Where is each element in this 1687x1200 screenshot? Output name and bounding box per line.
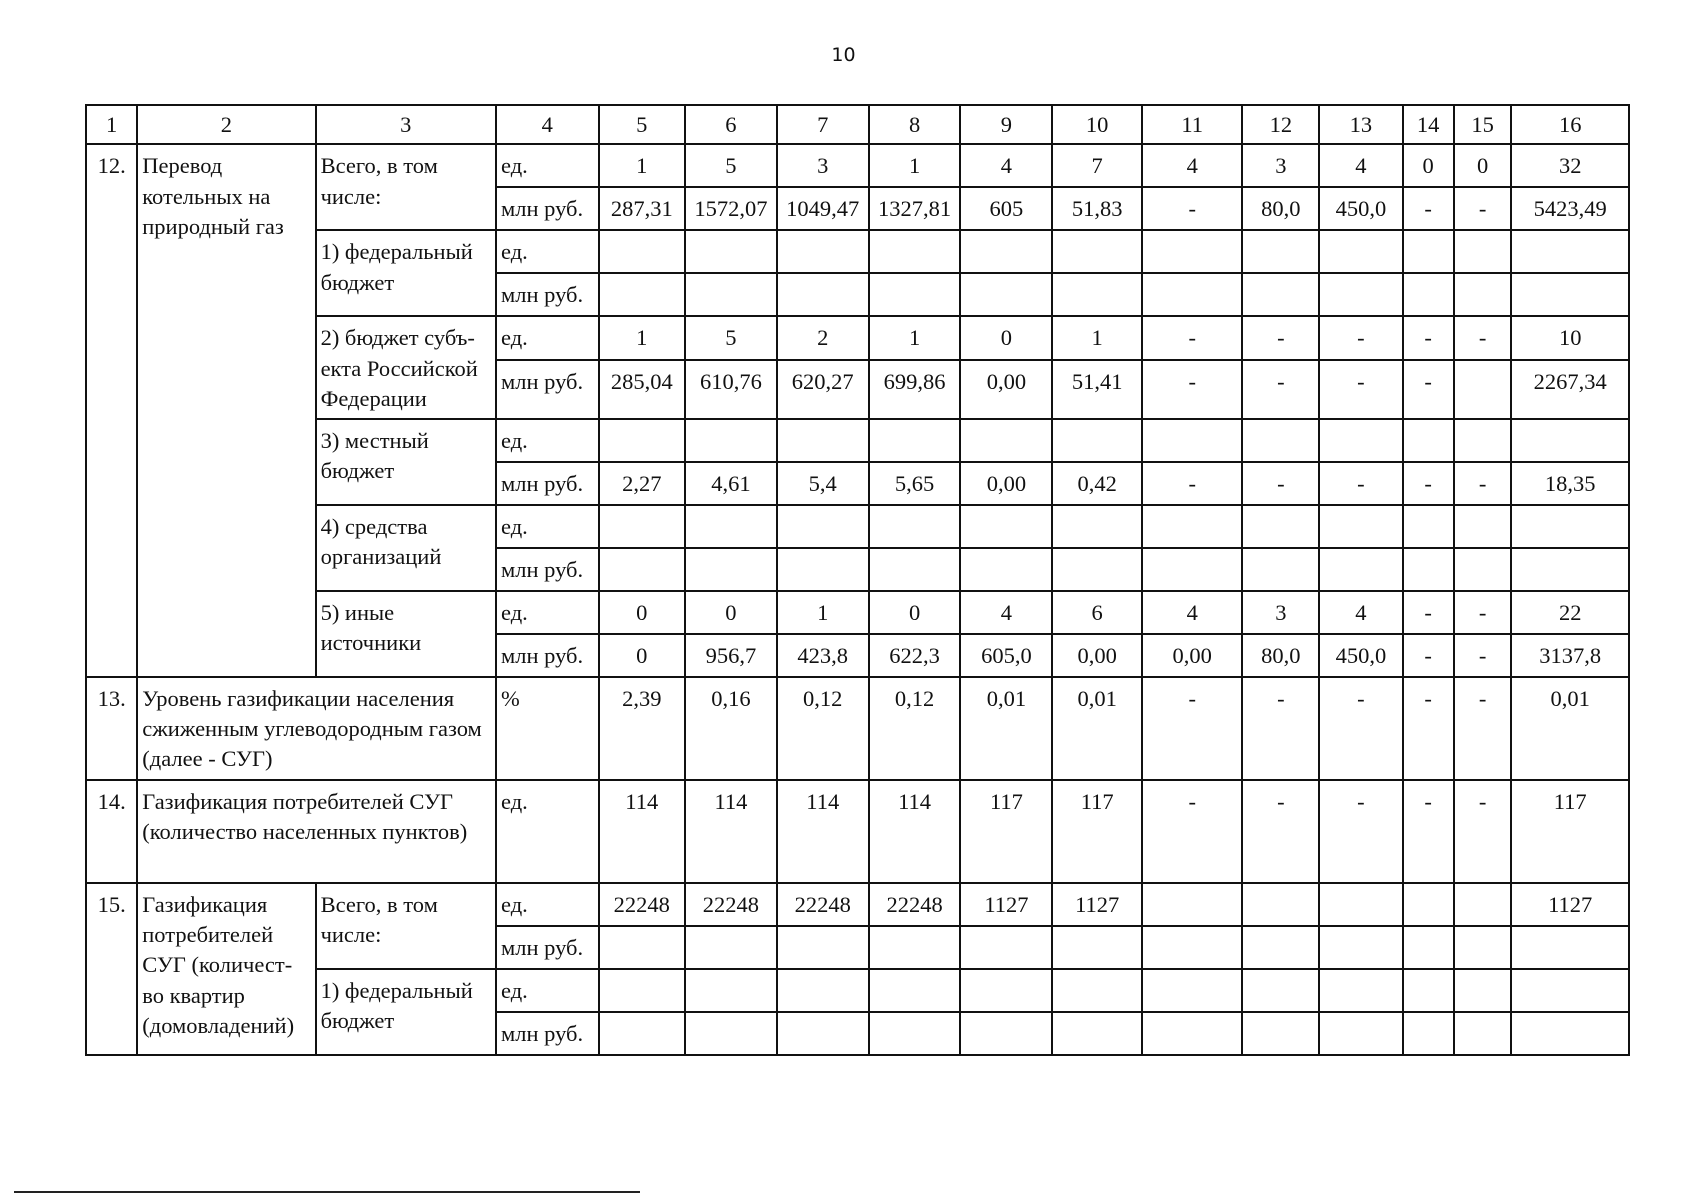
col-header: 10 [1052, 105, 1142, 144]
row-name: Газификация потребителей СУГ (количество населенных пунктов) [137, 780, 496, 883]
value-cell: - [1403, 360, 1454, 419]
col-header: 5 [599, 105, 685, 144]
value-cell: 0,00 [960, 360, 1052, 419]
unit-cell: ед. [496, 883, 599, 926]
table-row [86, 419, 1629, 462]
value-cell: - [1242, 360, 1319, 419]
value-cell: - [1403, 634, 1454, 677]
value-cell: 1327,81 [869, 187, 961, 230]
value-cell: 0,12 [869, 677, 961, 780]
value-cell: 114 [685, 780, 777, 883]
value-cell: 0,00 [1142, 634, 1242, 677]
value-cell: 51,41 [1052, 360, 1142, 419]
col-header: 15 [1454, 105, 1512, 144]
unit-cell: млн руб. [496, 187, 599, 230]
value-cell: 0 [869, 591, 961, 634]
value-cell: 622,3 [869, 634, 961, 677]
table-row [86, 316, 1629, 359]
value-cell: - [1454, 677, 1512, 780]
value-cell: 117 [960, 780, 1052, 883]
value-cell: 1 [777, 591, 869, 634]
value-cell: - [1403, 677, 1454, 780]
value-cell: 4 [1142, 591, 1242, 634]
unit-cell: ед. [496, 591, 599, 634]
value-cell: 0,00 [960, 462, 1052, 505]
col-header: 9 [960, 105, 1052, 144]
unit-cell: млн руб. [496, 1012, 599, 1055]
header-row [86, 105, 1629, 144]
value-cell [1242, 883, 1319, 926]
row-name: Газификация потребителей СУГ (количест-во квартир (домовладений) [137, 883, 315, 1055]
value-cell: 610,76 [685, 360, 777, 419]
value-cell: 7 [1052, 144, 1142, 187]
col-header: 6 [685, 105, 777, 144]
value-cell: 1049,47 [777, 187, 869, 230]
source-label: Всего, в том числе: [316, 883, 496, 969]
row-number: 14. [86, 780, 137, 883]
value-cell: - [1454, 187, 1512, 230]
value-cell: 22248 [869, 883, 961, 926]
value-cell: - [1142, 780, 1242, 883]
value-cell: 4 [960, 591, 1052, 634]
unit-cell: млн руб. [496, 548, 599, 591]
value-cell [1142, 883, 1242, 926]
value-cell: 0,00 [1052, 634, 1142, 677]
unit-cell: млн руб. [496, 273, 599, 316]
row-number: 13. [86, 677, 137, 780]
value-cell: - [1319, 677, 1402, 780]
col-header: 2 [137, 105, 315, 144]
value-cell: - [1142, 677, 1242, 780]
value-cell: - [1242, 677, 1319, 780]
value-cell: 0,12 [777, 677, 869, 780]
page-number: 10 [831, 44, 856, 66]
value-cell: 450,0 [1319, 187, 1402, 230]
value-cell: 51,83 [1052, 187, 1142, 230]
col-header: 8 [869, 105, 961, 144]
value-cell: 2,39 [599, 677, 685, 780]
value-cell: 0,16 [685, 677, 777, 780]
row-number: 15. [86, 883, 137, 1055]
value-cell: 3 [1242, 591, 1319, 634]
value-cell: 0 [599, 591, 685, 634]
value-cell: 4 [1319, 591, 1402, 634]
value-cell: 1127 [1511, 883, 1629, 926]
value-cell: 114 [869, 780, 961, 883]
value-cell: 0 [685, 591, 777, 634]
col-header: 3 [316, 105, 496, 144]
value-cell: 0 [599, 634, 685, 677]
col-header: 11 [1142, 105, 1242, 144]
table-row [86, 230, 1629, 273]
value-cell: 2,27 [599, 462, 685, 505]
value-cell: 0,01 [1511, 677, 1629, 780]
source-label: 1) федеральный бюджет [316, 230, 496, 316]
value-cell [1454, 360, 1512, 419]
value-cell: 450,0 [1319, 634, 1402, 677]
value-cell: - [1454, 780, 1512, 883]
value-cell: - [1403, 187, 1454, 230]
value-cell: 1127 [960, 883, 1052, 926]
value-cell: 0,01 [1052, 677, 1142, 780]
table-row [86, 591, 1629, 634]
value-cell: 3 [1242, 144, 1319, 187]
value-cell: 2 [777, 316, 869, 359]
unit-cell: ед. [496, 230, 599, 273]
col-header: 7 [777, 105, 869, 144]
value-cell: - [1142, 360, 1242, 419]
value-cell: 80,0 [1242, 634, 1319, 677]
value-cell: - [1454, 634, 1512, 677]
value-cell [1319, 883, 1402, 926]
value-cell: - [1242, 462, 1319, 505]
col-header: 4 [496, 105, 599, 144]
col-header: 12 [1242, 105, 1319, 144]
value-cell: 114 [777, 780, 869, 883]
value-cell: 4,61 [685, 462, 777, 505]
value-cell: 1 [599, 316, 685, 359]
value-cell: - [1242, 780, 1319, 883]
value-cell: 22248 [599, 883, 685, 926]
value-cell: - [1142, 316, 1242, 359]
value-cell [1403, 883, 1454, 926]
value-cell: 423,8 [777, 634, 869, 677]
value-cell: - [1403, 591, 1454, 634]
value-cell: - [1142, 187, 1242, 230]
value-cell: 117 [1052, 780, 1142, 883]
value-cell: 22248 [777, 883, 869, 926]
col-header: 14 [1403, 105, 1454, 144]
source-label: Всего, в том числе: [316, 144, 496, 230]
unit-cell: ед. [496, 419, 599, 462]
value-cell: 699,86 [869, 360, 961, 419]
unit-cell: ед. [496, 144, 599, 187]
value-cell: 4 [960, 144, 1052, 187]
table-row [86, 505, 1629, 548]
value-cell: 1 [869, 316, 961, 359]
table-row [86, 677, 1629, 780]
value-cell: 285,04 [599, 360, 685, 419]
value-cell [1454, 883, 1512, 926]
source-label: 4) средства организаций [316, 505, 496, 591]
value-cell: 1572,07 [685, 187, 777, 230]
value-cell: 1 [599, 144, 685, 187]
value-cell: 0 [960, 316, 1052, 359]
unit-cell: млн руб. [496, 634, 599, 677]
value-cell: 22248 [685, 883, 777, 926]
table-row [86, 969, 1629, 1012]
source-label: 3) местный бюджет [316, 419, 496, 505]
gasification-table [85, 104, 1630, 1056]
unit-cell: млн руб. [496, 462, 599, 505]
unit-cell: ед. [496, 316, 599, 359]
value-cell: 605 [960, 187, 1052, 230]
value-cell: 605,0 [960, 634, 1052, 677]
value-cell: - [1454, 462, 1512, 505]
source-label: 1) федеральный бюджет [316, 969, 496, 1055]
value-cell: 0,01 [960, 677, 1052, 780]
value-cell: 287,31 [599, 187, 685, 230]
value-cell: 620,27 [777, 360, 869, 419]
unit-cell: ед. [496, 780, 599, 883]
value-cell: 80,0 [1242, 187, 1319, 230]
table-row [86, 780, 1629, 883]
unit-cell: млн руб. [496, 360, 599, 419]
value-cell: 5 [685, 316, 777, 359]
value-cell: 5,4 [777, 462, 869, 505]
value-cell: 5,65 [869, 462, 961, 505]
col-header: 16 [1511, 105, 1629, 144]
value-cell: 1 [1052, 316, 1142, 359]
value-cell: 22 [1511, 591, 1629, 634]
value-cell: 6 [1052, 591, 1142, 634]
value-cell: 956,7 [685, 634, 777, 677]
col-header: 1 [86, 105, 137, 144]
unit-cell: % [496, 677, 599, 780]
value-cell: - [1319, 316, 1402, 359]
value-cell: - [1319, 360, 1402, 419]
source-label: 5) иные источники [316, 591, 496, 677]
value-cell: - [1454, 316, 1512, 359]
value-cell: 0 [1403, 144, 1454, 187]
table-row [86, 144, 1629, 187]
footnote-separator [14, 1191, 640, 1193]
value-cell: 5 [685, 144, 777, 187]
table-row [86, 883, 1629, 926]
value-cell: 0,42 [1052, 462, 1142, 505]
row-number: 12. [86, 144, 137, 676]
row-name: Перевод котельных на природный газ [137, 144, 315, 676]
source-label: 2) бюджет субъ-екта Российской Федерации [316, 316, 496, 418]
unit-cell: ед. [496, 505, 599, 548]
value-cell: - [1454, 591, 1512, 634]
value-cell: 1 [869, 144, 961, 187]
value-cell: - [1242, 316, 1319, 359]
value-cell: 114 [599, 780, 685, 883]
value-cell: - [1319, 462, 1402, 505]
value-cell: 10 [1511, 316, 1629, 359]
value-cell: - [1319, 780, 1402, 883]
value-cell: 3 [777, 144, 869, 187]
value-cell: - [1403, 780, 1454, 883]
value-cell: 3137,8 [1511, 634, 1629, 677]
value-cell: 0 [1454, 144, 1512, 187]
unit-cell: ед. [496, 969, 599, 1012]
value-cell: - [1142, 462, 1242, 505]
col-header: 13 [1319, 105, 1402, 144]
value-cell: 4 [1319, 144, 1402, 187]
value-cell: 4 [1142, 144, 1242, 187]
row-name: Уровень газификации населения сжиженным углеводородным газом (далее - СУГ) [137, 677, 496, 780]
value-cell: - [1403, 462, 1454, 505]
value-cell: 18,35 [1511, 462, 1629, 505]
value-cell: 1127 [1052, 883, 1142, 926]
value-cell: 5423,49 [1511, 187, 1629, 230]
value-cell: - [1403, 316, 1454, 359]
value-cell: 117 [1511, 780, 1629, 883]
value-cell: 32 [1511, 144, 1629, 187]
value-cell: 2267,34 [1511, 360, 1629, 419]
unit-cell: млн руб. [496, 926, 599, 969]
